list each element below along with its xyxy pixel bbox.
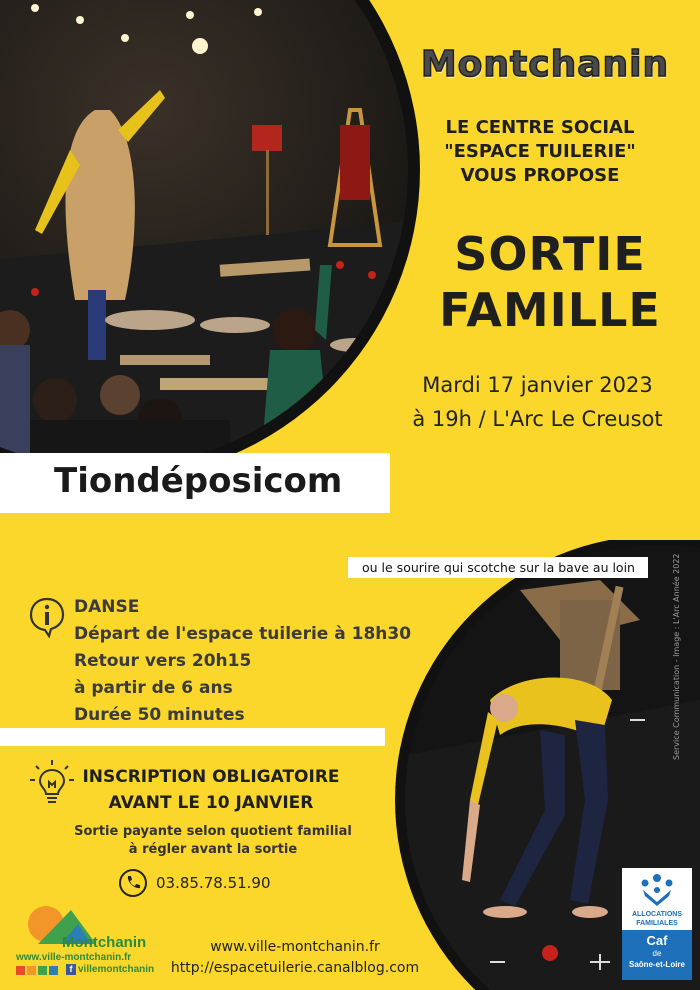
organizer-line-2: "ESPACE TUILERIE": [444, 141, 636, 162]
divider-bar: [0, 728, 385, 746]
date-line-2: à 19h / L'Arc Le Creusot: [412, 407, 663, 431]
logo-name: Montchanin: [62, 934, 147, 951]
info-age: à partir de 6 ans: [74, 678, 233, 698]
show-title: Tiondéposicom: [54, 461, 343, 501]
photo-credit: Service Communication - Image : L'Arc Année 2022: [672, 553, 681, 760]
caf-line-3: Caf: [646, 933, 668, 948]
inscription-block: [66, 764, 356, 816]
organizer-block: [400, 116, 680, 188]
phone-number[interactable]: 03.85.78.51.90: [156, 874, 271, 892]
info-retour: Retour vers 20h15: [74, 651, 252, 671]
logo-social: villemontchanin: [78, 964, 155, 975]
caf-line-1: ALLOCATIONS: [631, 911, 683, 918]
event-title-line-1: SORTIE: [454, 227, 646, 281]
montchanin-logo: [16, 902, 166, 982]
caf-line-5: Saône-et-Loire: [628, 960, 685, 969]
caf-line-4: de: [652, 949, 662, 958]
organizer-line-3: VOUS PROPOSE: [460, 165, 620, 186]
inscription-line-2: AVANT LE 10 JANVIER: [108, 793, 314, 813]
event-title: [420, 226, 680, 338]
payment-note-line-2: à régler avant la sortie: [128, 842, 298, 857]
websites: [170, 937, 420, 979]
info-depart: Départ de l'espace tuilerie à 18h30: [74, 624, 412, 644]
caf-line-2: FAMILIALES: [636, 920, 678, 927]
event-date: [385, 368, 690, 436]
info-duree: Durée 50 minutes: [74, 705, 245, 725]
payment-note-line-1: Sortie payante selon quotient familial: [74, 824, 352, 839]
facebook-icon: f: [66, 964, 76, 975]
payment-note: [48, 823, 378, 859]
logo-color-squares: [16, 966, 58, 975]
info-icon: [28, 596, 66, 638]
town-title: Montchanin: [420, 44, 670, 85]
info-block: [74, 594, 411, 729]
caf-text-top: [622, 910, 692, 928]
website-blog[interactable]: http://espacetuilerie.canalblog.com: [170, 960, 420, 976]
logo-site: www.ville-montchanin.fr: [16, 952, 132, 963]
phone-icon: [118, 868, 148, 898]
caf-logo: [622, 868, 692, 980]
inscription-line-1: INSCRIPTION OBLIGATOIRE: [82, 767, 340, 787]
info-type: DANSE: [74, 597, 140, 617]
website-town[interactable]: www.ville-montchanin.fr: [210, 939, 380, 955]
organizer-line-1: LE CENTRE SOCIAL: [445, 117, 635, 138]
event-title-line-2: FAMILLE: [439, 283, 661, 337]
caf-family-icon: [635, 872, 679, 908]
date-line-1: Mardi 17 janvier 2023: [422, 373, 653, 397]
caf-text-bottom: [622, 930, 692, 980]
show-subtitle: ou le sourire qui scotche sur la bave au loin: [362, 560, 635, 575]
